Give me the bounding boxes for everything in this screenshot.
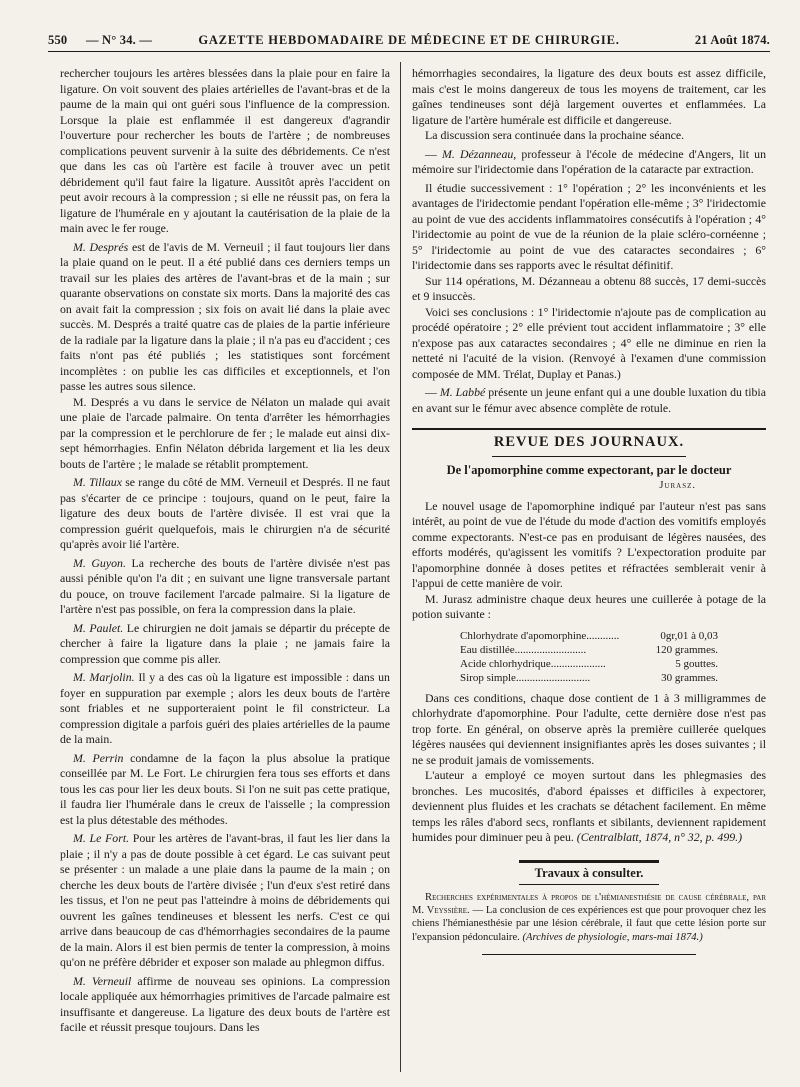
paragraph — [60, 751, 390, 829]
paragraph — [60, 475, 390, 553]
formula-row — [460, 657, 718, 671]
prescription-formula — [460, 629, 718, 685]
formula-row — [460, 671, 718, 685]
speaker-name: M. Tillaux — [73, 475, 122, 489]
paragraph-text: présente un jeune enfant qui a une double luxation du tibia en avant sur le fémur avec absence complète de rotule. — [412, 385, 766, 415]
paragraph: Sur 114 opérations, M. Dézanneau a obtenu 88 succès, 17 demi-succès et 9 insuccès. — [412, 273, 766, 303]
formula-row — [460, 629, 718, 643]
speaker-name: M. Le Fort. — [73, 831, 130, 845]
paragraph: M. Jurasz administre chaque deux heures une cuillerée à potage de la potion suivante : — [412, 591, 766, 621]
paragraph — [60, 670, 390, 748]
paragraph-text: affirme de nouveau ses opinions. La compression locale appliquée aux hémorrhagies primitives de l'arcade palmaire est insuffisante et dangereuse. La ligature des deux bouts de l'artère est facile et réussit presque toujours. Dans les — [60, 973, 390, 1034]
speaker-name: M. Després — [73, 239, 129, 254]
paragraph — [60, 621, 390, 668]
ingredient: Sirop simple........................... — [460, 671, 591, 684]
paragraph: rechercher toujours les artères blessées dans la plaie pour en faire la ligature. On voit souvent des plaies artérielles de l'avant-bras et de la paume de la main qui ont guéri sous l'influence de la compression. Lorsque la plaie est enflammée il est dangereux d'agrandir l'ouverture pour rechercher les bouts de l'artère ; de nombreuses complications peuvent survenir à la suite des débridements. Ce n'est que dans les cas où l'artère est facile à trouver avec un petit débridement qu'il faut faire la ligature. Aussitôt après l'accident on peut avoir recours à la compression ; si elle ne réussit pas, on fera la ligature de l'humérale en y ajoutant la cautérisation de la plaie de la main avec le fer rouge. — [60, 66, 390, 235]
section-rule — [412, 428, 766, 430]
right-column — [412, 66, 766, 1066]
paragraph-text: est de l'avis de M. Verneuil ; il faut toujours lier dans la plaie quand on le peut. Il a été publié dans ces derniers temps un travail sur les plaies des artères de l'avant-bras et de la main ; sur quarante observations on constate six morts. Dans la majorité des cas on avait fait la compression ; six fois on avait lié dans la plaie avec succès. M. Després a traité quatre cas de plaies de la partie inférieure de la radiale par la ligature dans la plaie ; il n'a pas eu d'accident ; ces faits n'ont pas été publiés ; les statistiques sont forcément incomplètes : on publie les cas difficiles et exceptionnels, et l'on passe les autres sous silence. — [60, 239, 390, 393]
paragraph: — M. Dézanneau, professeur à l'école de médecine d'Angers, lit un mémoire sur l'iridectomie dans l'opération de la cataracte par extraction. — [412, 146, 766, 176]
section-rule — [492, 456, 686, 457]
speaker-name: M. Labbé — [439, 385, 486, 399]
paragraph: Il étudie successivement : 1° l'opération ; 2° les inconvénients et les avantages de l'iridectomie pendant l'opération elle-même ; 3° l'iridectomie au point de vue des accidents inflammatoires consécutifs à l'opération ; 4° l'iridectomie au point de vue de la réunion de la plaie scléro-cornéenne ; 5° l'iridectomie au point de vue des cataractes secondaires ; 6° l'iridectomie dans ses rapports avec le résultat définitif. — [412, 180, 766, 272]
article-author: Jurasz. — [659, 480, 696, 491]
end-rule — [482, 954, 696, 955]
left-column — [60, 66, 390, 1066]
article-title: De l'apomorphine comme expectorant, par le docteur — [446, 462, 732, 477]
speaker-name: M. Paulet. — [73, 620, 124, 635]
speaker-name: M. Dézanneau — [442, 146, 514, 161]
paragraph-text: La recherche des bouts de l'artère divisée n'est pas aussi pénible qu'on l'a dit ; en suivant une ligne transversale partant du pouce, on trouve facilement l'arcade palmaire. Si la ligature de l'artère n'est pas possible, on fera la compression dans la plaie. — [60, 555, 390, 616]
dose: 30 grammes. — [661, 671, 718, 684]
dose: 5 gouttes. — [675, 657, 718, 670]
paragraph-text: se range du côté de MM. Verneuil et Després. Il ne faut pas s'écarter de ce principe : toujours, quand on le peut, faire la ligature des deux bouts de l'artère divisée. Il est vrai que la compression guérit quelquefois, mais le chirurgien n'a de sécurité qu'après avoir lié l'artère. — [60, 475, 390, 551]
paragraph-text: Pour les artères de l'avant-bras, il faut les lier dans la plaie ; il n'y a pas de doute possible à cet égard. Le cas suivant peut se présenter : un malade a une plaie dans la paume de la main ; on cherche les deux bouts de l'artère divisée ; l'un d'eux s'est retiré dans les tissus, et l'on ne peut pas l'atteindre à moins de débridements qui ouvrent les gaînes tendineuses et blessent les nerfs. C'est ce qui arrive dans beaucoup de cas d'hémorrhagies secondaires de la paume de la main. Alors il est bien permis de tenter la compression, à moins qu'on ne préfère débrider et exposer son malade au phlegmon diffus. — [60, 831, 390, 969]
paragraph — [60, 240, 390, 395]
works-box-title: Travaux à consulter. — [519, 860, 659, 886]
paragraph — [412, 768, 766, 846]
issue-date: 21 Août 1874. — [694, 33, 770, 47]
citation: (Archives de physiologie, mars-mai 1874.) — [522, 931, 703, 943]
ingredient: Acide chlorhydrique.................... — [460, 657, 606, 670]
paragraph-text: Le chirurgien ne doit jamais se départir du précepte de chercher à faire la ligature dans la plaie ; ne jamais faire la compression que comme pis aller. — [60, 620, 390, 666]
paragraph-text: L'auteur a employé ce moyen surtout dans les phlegmasies des bronches. Les mucosités, d'abord épaisses et difficiles à expectorer, deviennent plus fluides et les crachats se détachent facilement. En même temps les râles d'abord secs, ronflants et sibilants, deviennent rapidement humides pour diminuer peu à peu. — [412, 768, 766, 844]
paragraph: Voici ses conclusions : 1° l'iridectomie n'ajoute pas de complication au procédé opératoire ; 2° elle prévient tout accident inflammatoire ; 3° elle n'expose pas aux cataractes secondaires ; 4° elle ne diminue en rien la netteté ni l'acuité de la vision. (Renvoyé à l'examen d'une commission composée de MM. Trélat, Duplay et Panas.) — [412, 304, 766, 381]
page-number: 550 — [48, 33, 68, 47]
formula-row — [460, 643, 718, 657]
work-title: Recherches expérimentales à propos de l'hémianesthésie de cause cérébrale, par M. Veyssière. — [412, 892, 766, 917]
paragraph: — M. Labbé présente un jeune enfant qui a une double luxation du tibia en avant sur le fémur avec absence complète de rotule. — [412, 385, 766, 415]
paragraph — [60, 831, 390, 971]
speaker-name: M. Marjolin. — [73, 670, 135, 684]
page-header — [48, 33, 770, 52]
paragraph — [60, 974, 390, 1036]
paragraph: La discussion sera continuée dans la prochaine séance. — [425, 128, 685, 142]
ingredient: Eau distillée.......................... — [460, 643, 587, 656]
section-title: REVUE DES JOURNAUX. — [493, 434, 685, 450]
citation: (Centralblatt, 1874, n° 32, p. 499.) — [576, 830, 743, 844]
paragraph-text: , professeur à l'école de médecine d'Angers, lit un mémoire sur l'iridectomie dans l'opération de la cataracte par extraction. — [412, 146, 766, 176]
dose: 0gr,01 à 0,03 — [660, 629, 718, 642]
paragraph: Le nouvel usage de l'apomorphine indiqué par l'auteur n'est pas sans intérêt, au point de vue de l'étude du mode d'action des vomitifs employés comme expectorants. N'est-ce pas en produisant de légères nausées, des efforts modérés, qu'agissent les vomitifs ? L'expectoration produite par l'apomorphine donnée à doses petites et réfractées semblerait venir à l'appui de cette manière de voir. — [412, 498, 766, 590]
paragraph-text: Il y a des cas où la ligature est impossible : dans un foyer en suppuration par exemple ; alors les deux bouts de l'artère sont friables et ne supporteraient point le fil constricteur. La compression digitale a parfois guéri des plaies artérielles de la paume de la main. — [60, 670, 390, 746]
issue-number: — N° 34. — — [86, 33, 153, 47]
speaker-name: M. Verneuil — [73, 973, 132, 988]
column-divider — [400, 62, 401, 1072]
paragraph-text: condamne de la façon la plus absolue la pratique conseillée par M. Le Fort. Le chirurgien fera tous ses efforts et dans tous les cas pour lier les deux bouts. Si l'on ne suit pas cette pratique, il faudra lier l'humérale dans le creux de l'aisselle ; la compression est la plus détestable des méthodes. — [60, 750, 390, 827]
paragraph-text: — La conclusion de ces expériences est que pour provoquer chez les chiens l'hémianesthésie par une lésion cérébrale, il faut que cette lésion porte sur l'expansion pédonculaire. — [412, 905, 766, 943]
ingredient: Chlorhydrate d'apomorphine............ — [460, 629, 620, 642]
journal-title: GAZETTE HEBDOMADAIRE DE MÉDECINE ET DE CHIRURGIE. — [198, 33, 620, 47]
speaker-name: M. Guyon. — [73, 555, 126, 570]
paragraph: Dans ces conditions, chaque dose contient de 1 à 3 milligrammes de chlorhydrate d'apomorphine. Pour l'adulte, cette dernière dose n'est pas trop forte. En général, on observe après la première cuillerée quelques légères nausées qui deviennent insignifiantes après les doses suivantes ; il ne se produit jamais de vomissements. — [412, 690, 766, 767]
paragraph — [412, 891, 766, 944]
paragraph: M. Després a vu dans le service de Nélaton un malade qui avait une plaie de l'arcade palmaire. On tenta d'arrêter les hémorrhagies par la compression et le perchlorure de fer ; le malade eut ainsi dix-sept hémorrhagies. Enfin Nélaton débrida largement et lia les deux bouts de l'artère ; le malade se rétablit promptement. — [60, 394, 390, 471]
speaker-name: M. Perrin — [73, 750, 124, 765]
dose: 120 grammes. — [655, 643, 718, 656]
paragraph: hémorrhagies secondaires, la ligature des deux bouts est assez difficile, mais c'est le moins dangereux de tous les moyens de traitement, car les gaînes tendineuses sont déjà largement ouvertes et enflammées. La ligature de l'artère humérale est difficile et dangereuse. — [412, 66, 766, 127]
paragraph — [60, 556, 390, 618]
